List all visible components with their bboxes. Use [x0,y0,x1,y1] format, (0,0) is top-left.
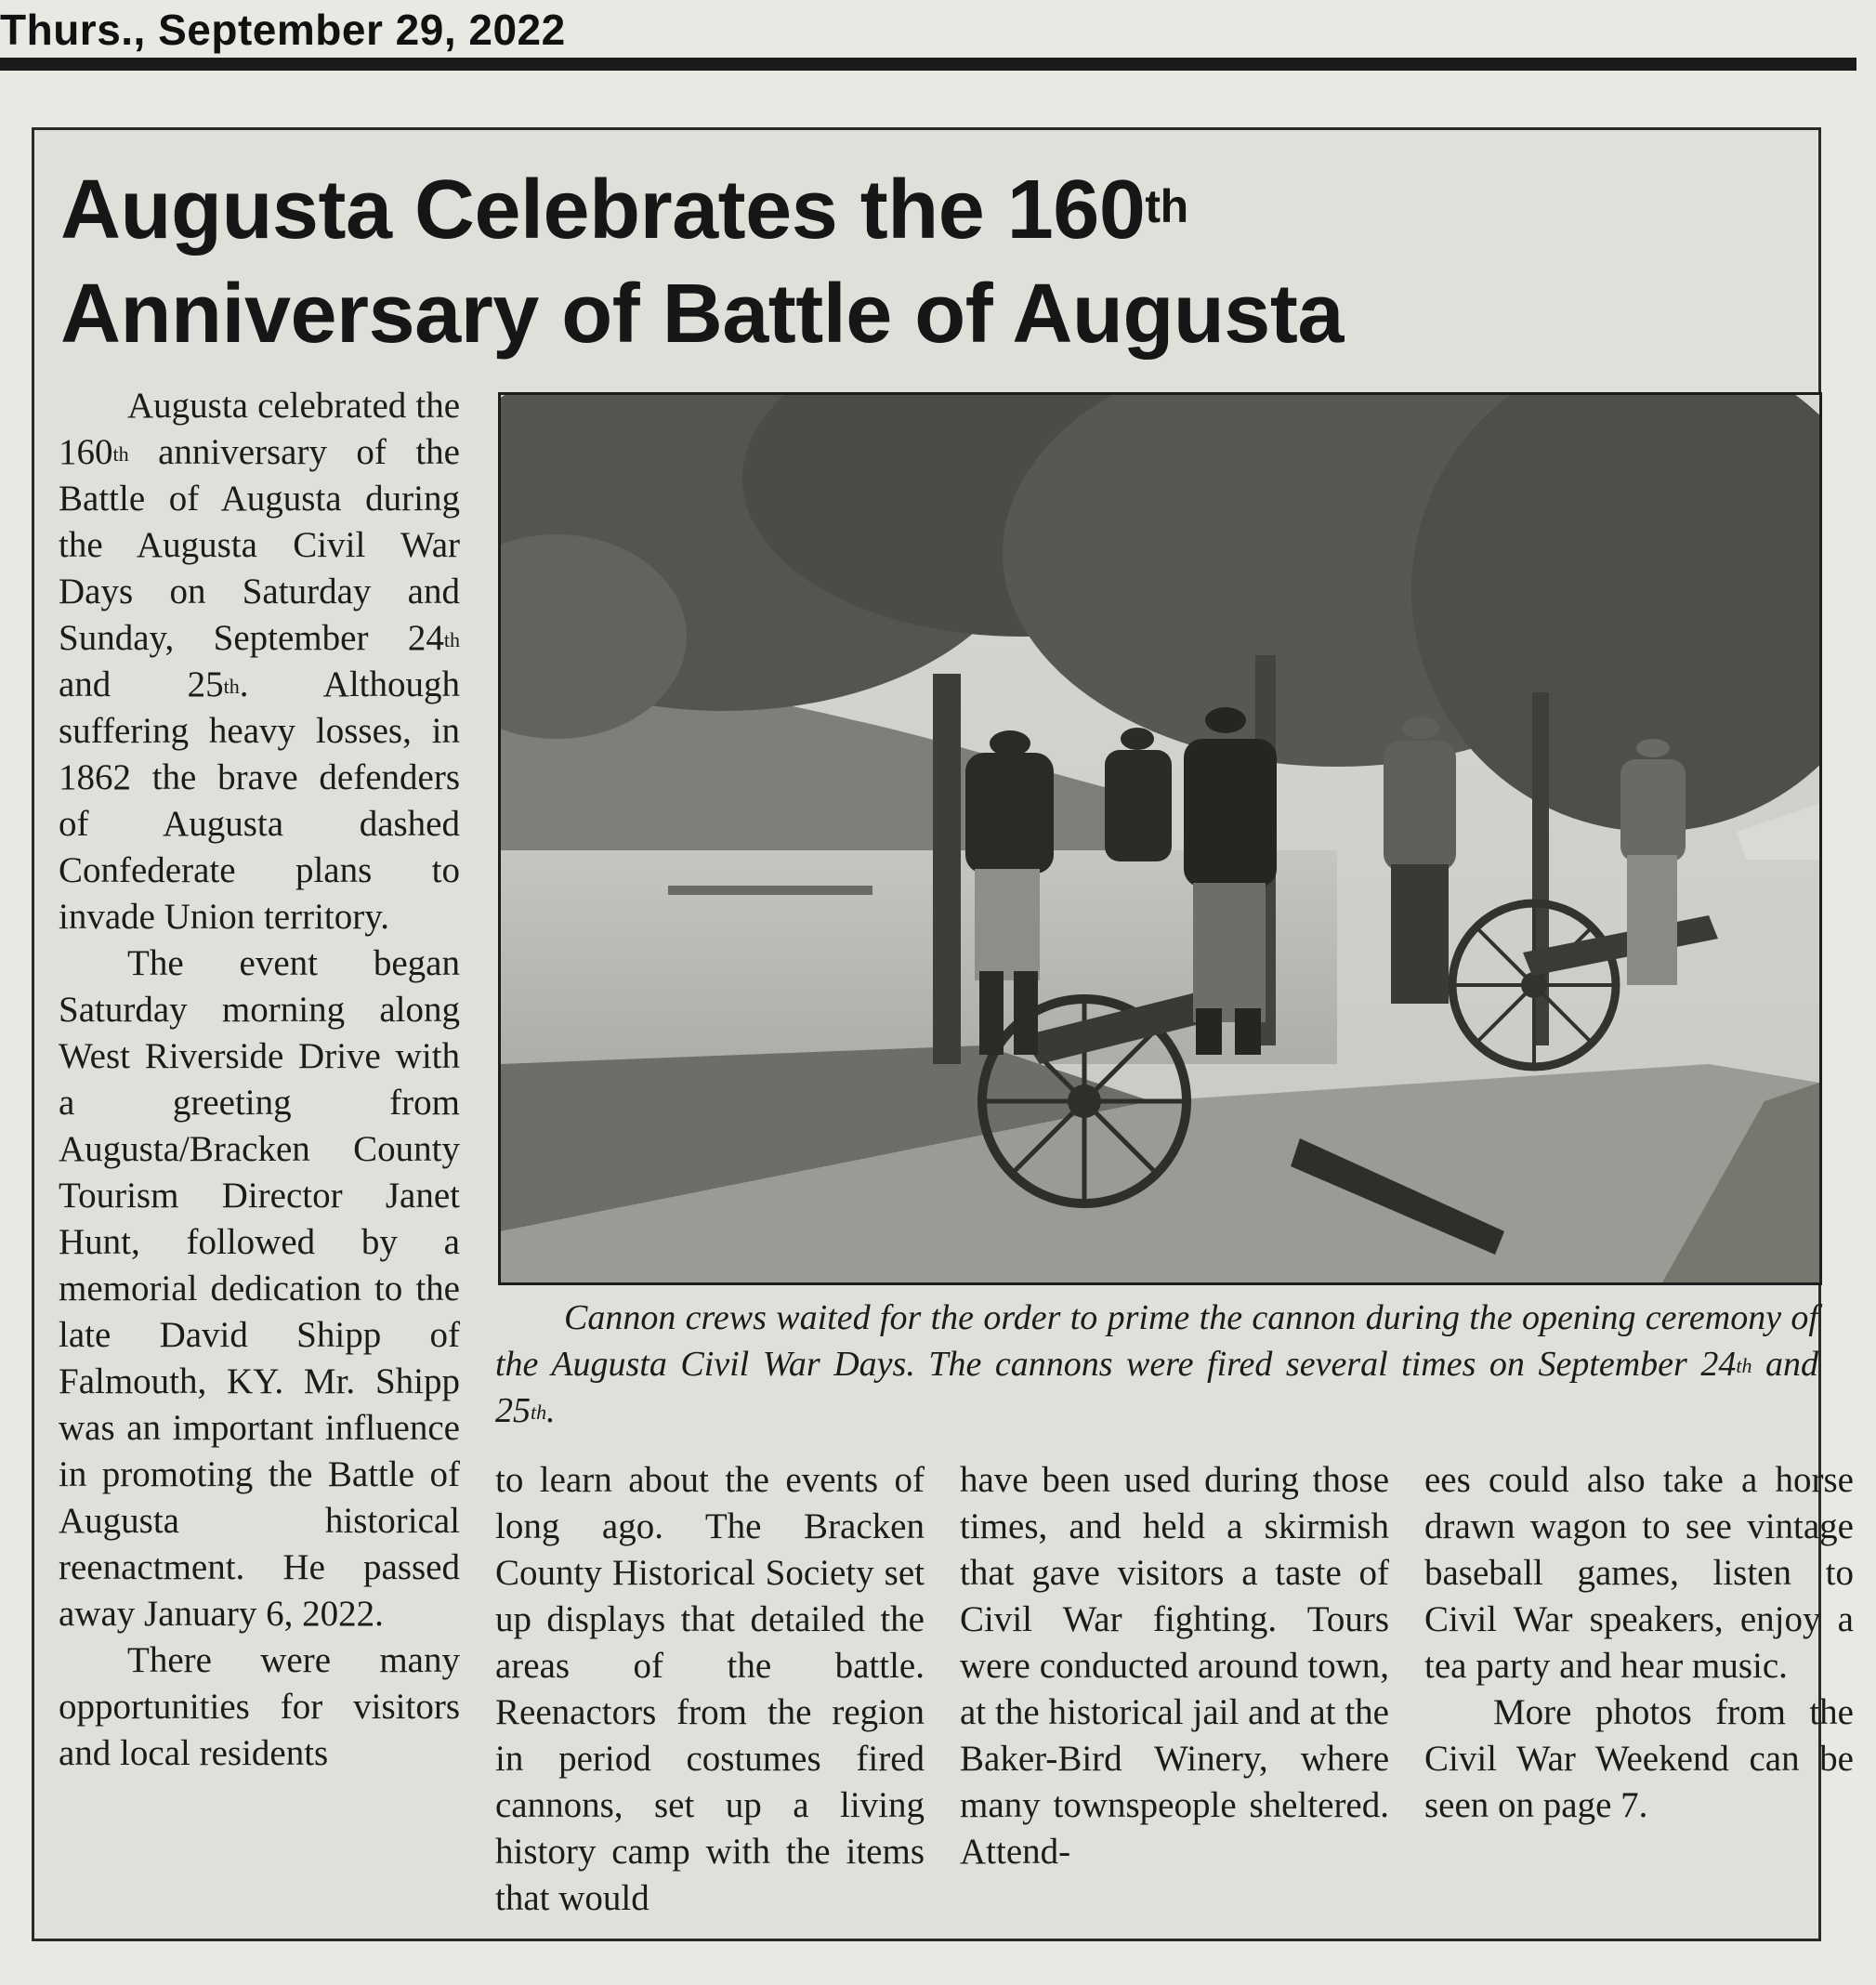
text-run: and 25 [495,1345,1819,1430]
photo-caption [495,1295,1818,1434]
header-rule [0,58,1856,71]
headline-line2: Anniversary of Battle of Augusta [60,268,1344,361]
cannon-crew-photo [498,392,1822,1285]
article-column-3 [960,1457,1389,1875]
paragraph-3: There were many opportunities for visitors and local residents [59,1640,460,1773]
text-run: Cannon crews waited for the order to prime the cannon during the opening ceremony of the Augusta Civil War Days. The cannons were fired several times on September 24 [495,1298,1818,1384]
paragraph-1 [59,383,460,940]
ordinal-sup: th [443,628,460,651]
paragraph-continued: ees could also take a horse drawn wagon to see vintage baseball games, listen to Civil War speakers, enjoy a tea party and hear music. [1424,1460,1854,1686]
ordinal-sup: th [223,675,240,698]
text-run: . [546,1391,556,1430]
caption-text [495,1295,1818,1434]
ordinal-sup: th [531,1400,547,1424]
paragraph-continued: have been used during those times, and held a skirmish that gave visitors a taste of Civil War fighting. Tours were conducted around town, at the historical jail and at the Baker-Bird Winery, where many townspeople sheltered. Attend- [960,1460,1389,1872]
paragraph-2: The event began Saturday morning along West Riverside Drive with a greeting from Augusta/Bracken County Tourism Director Janet Hunt, followed by a memorial dedication to the late David Shipp of Falmouth, KY. Mr. Shipp was an important influence in promoting the Battle of Augusta historical reenactment. He passed away January 6, 2022. [59,943,460,1634]
ordinal-sup: th [112,442,129,466]
paragraph-continued: to learn about the events of long ago. The Bracken County Historical Society set up displays that detailed the areas of the battle. Reenactors from the region in period costumes fired cannons, set up a living history camp with the items that would [495,1460,925,1918]
ordinal-sup: th [1736,1354,1752,1377]
headline-line1: Augusta Celebrates the 160 [60,164,1146,256]
photo-image [501,395,1819,1282]
headline-sup: th [1145,180,1188,232]
text-run: anniversary of the Battle of Augusta during the Augusta Civil War Days on Saturday and Sunday, September 24 [59,432,460,658]
text-run: . Although suffering heavy losses, in 1862 the brave defenders of Augusta dashed Confederate plans to invade Union territory. [59,664,460,937]
article-box [32,127,1854,1941]
text-run: Augusta celebrated the 160 [59,386,460,472]
article-column-1 [59,383,460,1777]
text-run: and 25 [59,664,224,704]
article-column-4 [1424,1457,1854,1829]
paragraph-final: More photos from the Civil War Weekend can be seen on page 7. [1424,1692,1854,1825]
publication-date: Thurs., September 29, 2022 [0,6,566,54]
article-column-2 [495,1457,925,1922]
headline [60,158,1789,366]
